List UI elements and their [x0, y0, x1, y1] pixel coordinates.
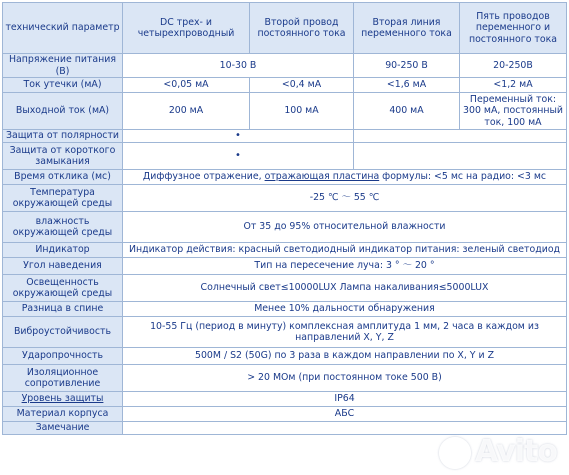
table-row: [3, 258, 567, 275]
avito-watermark: [439, 434, 557, 469]
response-link[interactable]: отражающая пластина: [264, 171, 380, 183]
row-label: Освещенность окружающей среды: [3, 275, 123, 302]
cell-value: -25 ℃ ～ 55 ℃: [123, 185, 567, 212]
table-row: [3, 212, 567, 243]
header-dc-2-wire: Второй провод постоянного тока: [250, 3, 354, 54]
header-param: технический параметр: [3, 3, 123, 54]
row-label: Изоляционное сопротивление: [3, 365, 123, 392]
cell-value: [123, 170, 567, 185]
row-label: Виброустойчивость: [3, 317, 123, 348]
spec-table: [2, 2, 567, 435]
table-row: [3, 422, 567, 435]
header-dc-3-4-wire: DC трех- и четырехпроводный: [123, 3, 250, 54]
row-label: Защита от полярности: [3, 130, 123, 143]
row-label: Ток утечки (мА): [3, 78, 123, 93]
watermark-text: Avito: [475, 434, 557, 469]
cell-value: 10-30 В: [123, 54, 354, 78]
cell-value: Переменный ток: 300 мА, постоянный ток, 100 мА: [460, 93, 567, 130]
cell-value: 400 мА: [354, 93, 460, 130]
response-text-2: формулы: <5 мс на радио: <3 мс: [379, 171, 547, 183]
cell-value: АБС: [123, 407, 567, 422]
cell-value: 10-55 Гц (период в минуту) комплексная амплитуда 1 мм, 2 часа в каждом из направлений X, Y, Z: [123, 317, 567, 348]
row-label: Защита от короткого замыкания: [3, 143, 123, 170]
row-label: Материал корпуса: [3, 407, 123, 422]
cell-value: 20-250В: [460, 54, 567, 78]
row-label: Время отклика (мс): [3, 170, 123, 185]
table-row: [3, 130, 567, 143]
table-row: [3, 143, 567, 170]
table-row: [3, 302, 567, 317]
avito-logo-icon: [439, 437, 471, 469]
table-row: [3, 317, 567, 348]
row-label: Угол наведения: [3, 258, 123, 275]
bullet-mark: •: [123, 143, 354, 170]
cell-value: От 35 до 95% относительной влажности: [123, 212, 567, 243]
cell-value: IP64: [123, 392, 567, 407]
cell-value: <0,05 мА: [123, 78, 250, 93]
table-row: [3, 185, 567, 212]
table-row: [3, 392, 567, 407]
cell-value: 500M / S2 (50G) по 3 раза в каждом направлении по X, Y и Z: [123, 348, 567, 365]
row-label: Индикатор: [3, 243, 123, 258]
cell-value: Тип на пересечение луча: 3 ° ～ 20 °: [123, 258, 567, 275]
row-label: Температура окружающей среды: [3, 185, 123, 212]
row-label: Замечание: [3, 422, 123, 435]
cell-value: Солнечный свет≤10000LUX Лампа накаливания≤5000LUX: [123, 275, 567, 302]
row-label: Выходной ток (мА): [3, 93, 123, 130]
cell-empty: [354, 130, 567, 143]
table-row: [3, 78, 567, 93]
row-label: влажность окружающей среды: [3, 212, 123, 243]
table-row: [3, 170, 567, 185]
cell-empty: [354, 143, 567, 170]
row-label: Ударопрочность: [3, 348, 123, 365]
row-label: Уровень защиты: [3, 392, 123, 407]
cell-value: Менее 10% дальности обнаружения: [123, 302, 567, 317]
table-row: [3, 275, 567, 302]
table-row: [3, 348, 567, 365]
cell-value: <0,4 мА: [250, 78, 354, 93]
cell-value: <1,6 мА: [354, 78, 460, 93]
table-row: [3, 54, 567, 78]
table-row: [3, 407, 567, 422]
cell-value: [123, 422, 567, 435]
cell-value: 200 мА: [123, 93, 250, 130]
header-row: [3, 3, 567, 54]
header-ac-dc-5-wire: Пять проводов переменного и постоянного тока: [460, 3, 567, 54]
cell-value: > 20 МОм (при постоянном токе 500 В): [123, 365, 567, 392]
response-text: Диффузное отражение,: [142, 171, 265, 183]
row-label: Напряжение питания (В): [3, 54, 123, 78]
row-label: Разница в спине: [3, 302, 123, 317]
table-row: [3, 93, 567, 130]
cell-value: 100 мА: [250, 93, 354, 130]
cell-value: Индикатор действия: красный светодиодный индикатор питания: зеленый светодиод: [123, 243, 567, 258]
cell-value: 90-250 В: [354, 54, 460, 78]
table-row: [3, 365, 567, 392]
bullet-mark: •: [123, 130, 354, 143]
table-row: [3, 243, 567, 258]
header-ac-2-wire: Вторая линия переменного тока: [354, 3, 460, 54]
cell-value: <1,2 мА: [460, 78, 567, 93]
